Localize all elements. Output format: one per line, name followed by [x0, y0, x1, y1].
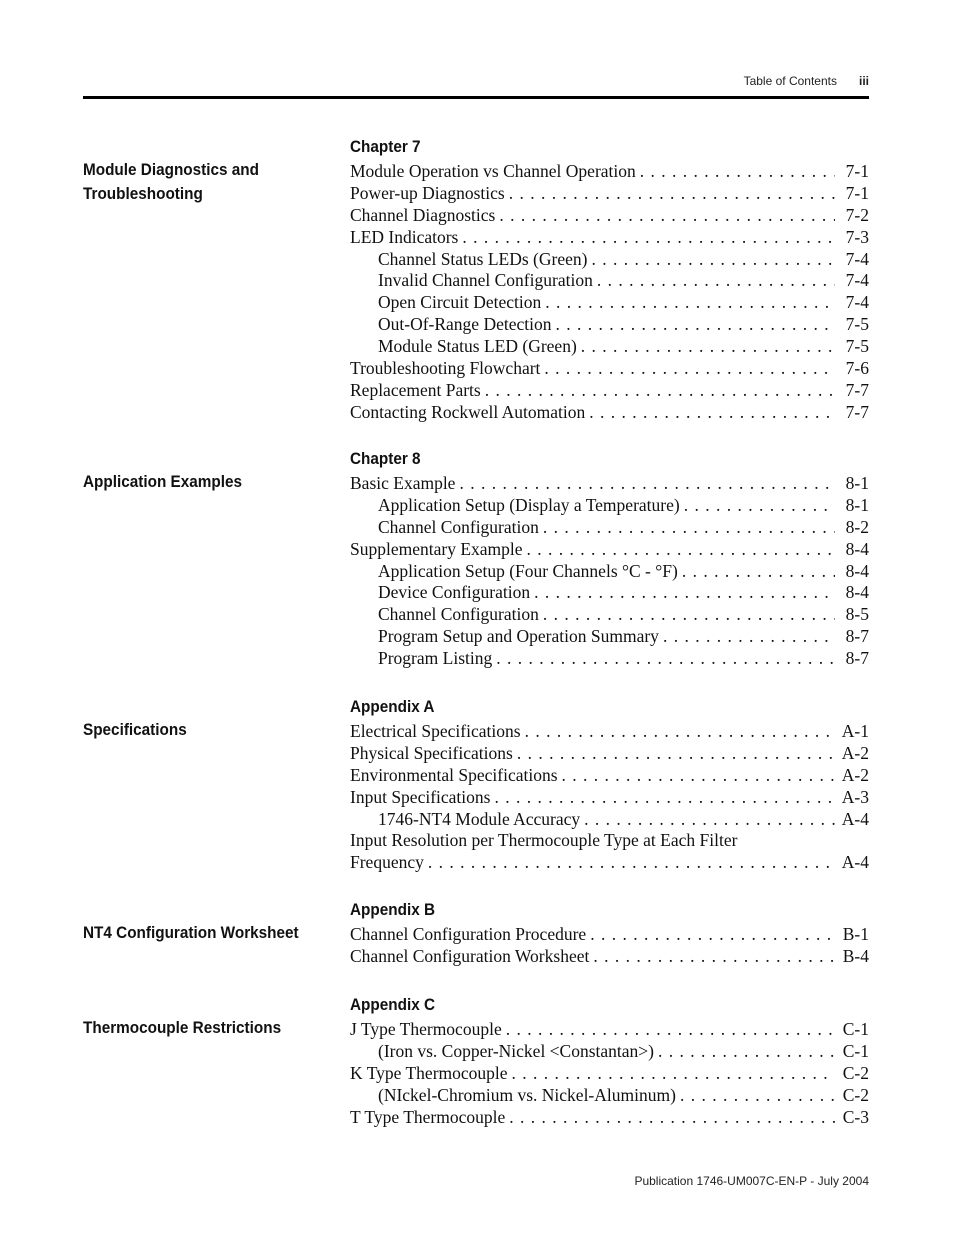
dot-leader — [494, 787, 835, 809]
dot-leader — [589, 402, 835, 424]
dot-leader — [525, 721, 835, 743]
toc-entry-list — [350, 473, 869, 670]
dot-leader — [485, 380, 835, 402]
section-title — [83, 1016, 313, 1040]
dot-leader — [555, 314, 835, 336]
toc-entry-title: Channel Status LEDs (Green) — [378, 248, 588, 269]
toc-entry[interactable] — [350, 946, 869, 968]
chapter-label: Chapter 8 — [350, 449, 421, 468]
dot-leader — [590, 924, 835, 946]
dot-leader — [640, 161, 835, 183]
toc-entry-title: (NIckel-Chromium vs. Nickel-Aluminum) — [378, 1084, 676, 1105]
toc-entry-title: Troubleshooting Flowchart — [350, 358, 541, 379]
dot-leader — [545, 292, 835, 314]
toc-entry-page: 7-7 — [845, 401, 869, 422]
toc-entry-page: 7-5 — [845, 314, 869, 335]
toc-entry-page: A-1 — [841, 721, 869, 741]
toc-entry[interactable] — [350, 1063, 869, 1085]
toc-entry[interactable] — [350, 336, 869, 358]
toc-entry-title: Application Setup (Four Channels °C - °F) — [378, 560, 678, 581]
toc-entry[interactable] — [350, 924, 869, 946]
toc-entry-page: 7-5 — [845, 336, 869, 357]
page-number: iii — [858, 74, 869, 88]
publication-footer: Publication 1746-UM007C-EN-P - July 2004 — [634, 1174, 869, 1188]
toc-entry-page: A-2 — [841, 742, 869, 763]
dot-leader — [462, 227, 835, 249]
toc-entry-page: B-4 — [842, 945, 869, 966]
toc-entry-page: 8-2 — [845, 516, 869, 537]
toc-entry-title: LED Indicators — [350, 226, 459, 247]
dot-leader — [509, 1107, 835, 1129]
dot-leader — [658, 1041, 835, 1063]
toc-entry[interactable] — [350, 495, 869, 517]
toc-entry-page: C-1 — [842, 1040, 869, 1061]
dot-leader — [684, 495, 835, 517]
toc-entry-title: Application Setup (Display a Temperature) — [378, 494, 680, 515]
toc-entry-page: A-4 — [841, 808, 869, 829]
dot-leader — [562, 765, 835, 787]
toc-entry-page: 7-6 — [845, 358, 869, 379]
toc-entry[interactable] — [350, 743, 869, 765]
toc-entry-title: Device Configuration — [378, 582, 531, 603]
toc-entry[interactable] — [350, 205, 869, 227]
dot-leader — [663, 626, 835, 648]
dot-leader — [597, 270, 835, 292]
toc-entry-title: Replacement Parts — [350, 379, 481, 400]
toc-entry-title: K Type Thermocouple — [350, 1062, 508, 1083]
toc-entry[interactable] — [350, 358, 869, 380]
section-title — [83, 921, 313, 945]
toc-entry-page: C-2 — [842, 1084, 869, 1105]
toc-entry-title: Frequency — [350, 852, 424, 873]
toc-entry-title: T Type Thermocouple — [350, 1106, 506, 1127]
toc-entry[interactable] — [350, 517, 869, 539]
section-title — [83, 470, 313, 494]
dot-leader — [680, 1085, 835, 1107]
toc-entry-page: B-1 — [842, 924, 869, 944]
toc-entry-title: Program Listing — [378, 648, 493, 669]
toc-entry-title: Invalid Channel Configuration — [378, 270, 593, 291]
header-rule — [83, 96, 869, 99]
dot-leader — [512, 1063, 835, 1085]
toc-entry-page: C-2 — [842, 1062, 869, 1083]
toc-entry-page: 8-1 — [845, 494, 869, 515]
toc-entry-title: Channel Diagnostics — [350, 204, 496, 225]
dot-leader — [459, 473, 835, 495]
toc-entry-page: 7-2 — [845, 204, 869, 225]
toc-entry-title: Physical Specifications — [350, 742, 513, 763]
toc-entry[interactable] — [350, 473, 869, 495]
toc-entry[interactable] — [350, 809, 869, 831]
toc-entry[interactable] — [350, 787, 869, 809]
toc-entry[interactable] — [350, 292, 869, 314]
toc-entry[interactable] — [350, 1085, 869, 1107]
toc-entry-list — [350, 924, 869, 968]
toc-entry[interactable] — [350, 380, 869, 402]
toc-entry-page: 7-4 — [845, 292, 869, 313]
toc-entry[interactable] — [350, 852, 869, 874]
chapter-label: Chapter 7 — [350, 137, 421, 156]
toc-entry[interactable] — [350, 721, 869, 743]
section-title-line: Module Diagnostics and — [83, 160, 259, 179]
toc-entry-title: Channel Configuration — [378, 604, 539, 625]
toc-entry-title: Contacting Rockwell Automation — [350, 401, 586, 422]
toc-entry-title: 1746-NT4 Module Accuracy — [378, 808, 581, 829]
toc-entry-page: A-3 — [841, 786, 869, 807]
toc-entry[interactable] — [350, 830, 869, 852]
chapter-label: Appendix B — [350, 900, 436, 919]
toc-entry-page: 7-1 — [845, 182, 869, 203]
toc-entry-title: Basic Example — [350, 473, 456, 493]
toc-entry-page: 7-7 — [845, 379, 869, 400]
toc-entry[interactable] — [350, 604, 869, 626]
toc-entry[interactable] — [350, 1041, 869, 1063]
toc-entry-title: Power-up Diagnostics — [350, 182, 505, 203]
toc-entry-page: 8-4 — [845, 538, 869, 559]
toc-entry-title: Channel Configuration — [378, 516, 539, 537]
section-title — [83, 158, 313, 206]
toc-entry-title: Module Status LED (Green) — [378, 336, 577, 357]
toc-entry[interactable] — [350, 1019, 869, 1041]
toc-entry-page: A-2 — [841, 764, 869, 785]
toc-entry[interactable] — [350, 270, 869, 292]
toc-entry[interactable] — [350, 539, 869, 561]
toc-entry-page: 8-5 — [845, 604, 869, 625]
toc-entry[interactable] — [350, 1107, 869, 1129]
toc-entry-title: Input Resolution per Thermocouple Type at Each Filter — [350, 830, 738, 851]
dot-leader — [682, 561, 835, 583]
toc-entry-title: Channel Configuration Procedure — [350, 924, 587, 944]
toc-entry-page: 7-4 — [845, 248, 869, 269]
toc-entry[interactable] — [350, 161, 869, 183]
toc-entry-list — [350, 1019, 869, 1128]
toc-entry[interactable] — [350, 402, 869, 424]
toc-entry-title: Input Specifications — [350, 786, 491, 807]
toc-entry-page: 7-1 — [845, 161, 869, 181]
header-title: Table of Contents — [743, 74, 837, 88]
dot-leader — [544, 358, 835, 380]
toc-entry-page: 7-4 — [845, 270, 869, 291]
toc-entry-title: Module Operation vs Channel Operation — [350, 161, 636, 181]
toc-entry-page: C-1 — [842, 1019, 869, 1039]
toc-entry-list — [350, 721, 869, 874]
toc-entry-title: Electrical Specifications — [350, 721, 521, 741]
toc-entry[interactable] — [350, 249, 869, 271]
toc-entry-page: 8-4 — [845, 582, 869, 603]
section-title-line: NT4 Configuration Worksheet — [83, 923, 299, 942]
dot-leader — [584, 809, 835, 831]
chapter-label: Appendix A — [350, 697, 435, 716]
toc-entry-page: 7-3 — [845, 226, 869, 247]
toc-entry[interactable] — [350, 227, 869, 249]
running-header — [83, 74, 869, 88]
section-title-line: Thermocouple Restrictions — [83, 1018, 282, 1037]
toc-entry[interactable] — [350, 561, 869, 583]
toc-entry-page: 8-7 — [845, 626, 869, 647]
toc-entry-title: Program Setup and Operation Summary — [378, 626, 659, 647]
dot-leader — [593, 946, 835, 968]
dot-leader — [496, 648, 835, 670]
toc-entry[interactable] — [350, 183, 869, 205]
dot-leader — [517, 743, 835, 765]
toc-entry-title: J Type Thermocouple — [350, 1019, 502, 1039]
toc-entry[interactable] — [350, 314, 869, 336]
section-title-line: Specifications — [83, 720, 187, 739]
dot-leader — [527, 539, 835, 561]
section-title — [83, 718, 313, 742]
toc-entry-page: 8-1 — [845, 473, 869, 493]
toc-entry-page: 8-4 — [845, 560, 869, 581]
toc-entry-title: Channel Configuration Worksheet — [350, 945, 590, 966]
section-title-line: Troubleshooting — [83, 184, 203, 203]
toc-entry-list — [350, 161, 869, 424]
dot-leader — [591, 249, 835, 271]
toc-entry-page: C-3 — [842, 1106, 869, 1127]
dot-leader — [543, 604, 835, 626]
dot-leader — [581, 336, 835, 358]
dot-leader — [499, 205, 835, 227]
toc-entry-page: A-4 — [841, 852, 869, 873]
section-title-line: Application Examples — [83, 472, 243, 491]
toc-entry[interactable] — [350, 626, 869, 648]
toc-entry-title: Supplementary Example — [350, 538, 523, 559]
dot-leader — [543, 517, 835, 539]
dot-leader — [534, 582, 835, 604]
toc-entry-title: Environmental Specifications — [350, 764, 558, 785]
toc-entry[interactable] — [350, 648, 869, 670]
toc-entry[interactable] — [350, 582, 869, 604]
toc-entry-title: Out-Of-Range Detection — [378, 314, 552, 335]
toc-entry[interactable] — [350, 765, 869, 787]
toc-entry-title: Open Circuit Detection — [378, 292, 542, 313]
dot-leader — [509, 183, 835, 205]
dot-leader — [428, 852, 835, 874]
chapter-label: Appendix C — [350, 995, 436, 1014]
toc-entry-title: (Iron vs. Copper-Nickel <Constantan>) — [378, 1040, 654, 1061]
dot-leader — [506, 1019, 835, 1041]
toc-entry-page: 8-7 — [845, 648, 869, 669]
